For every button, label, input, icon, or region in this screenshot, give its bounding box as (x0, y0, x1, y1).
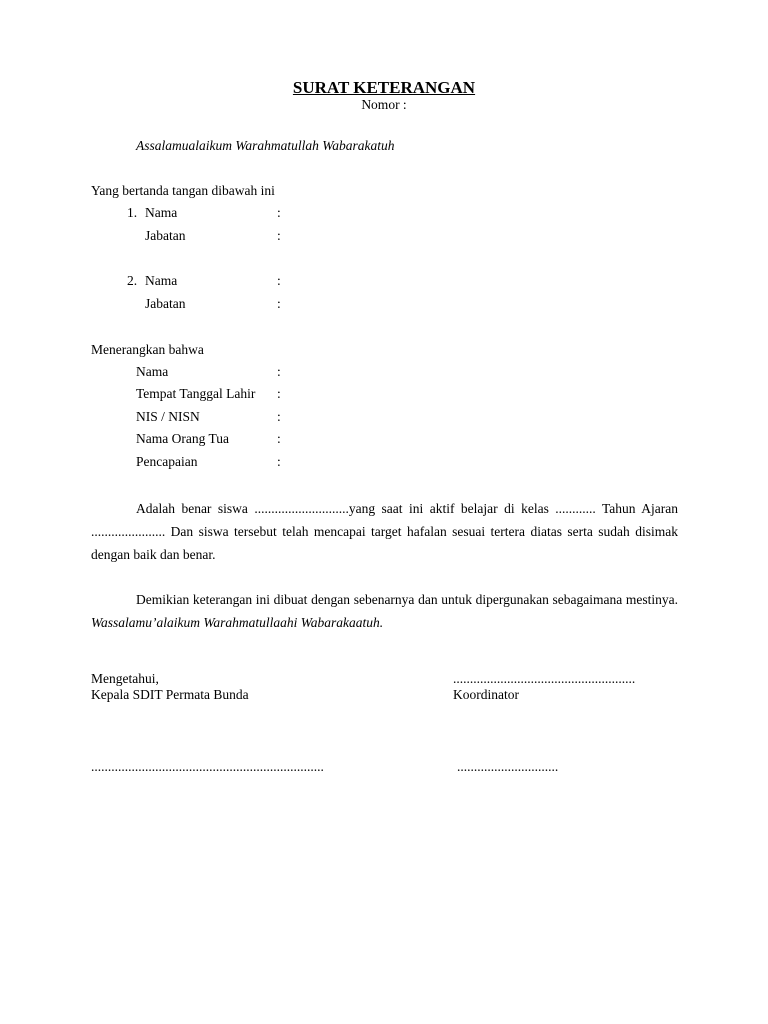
signatory-position-label: Jabatan (145, 228, 186, 243)
signatory-number: 2. (127, 273, 138, 288)
document-title: SURAT KETERANGAN (292, 78, 476, 97)
field-label: NIS / NISN (136, 409, 200, 424)
coordinator-dots: ...................................................... (453, 671, 636, 686)
colon: : (277, 296, 281, 311)
colon: : (277, 273, 281, 288)
body-paragraph-2 (91, 588, 678, 634)
signatory-number: 1. (127, 205, 138, 220)
signatory-name-label: Nama (145, 205, 178, 220)
field-label: Pencapaian (136, 454, 198, 469)
colon: : (277, 409, 281, 424)
body-paragraph-1-text: Adalah benar siswa ............................yang saat ini aktif belajar di kelas ............ Tahun Ajaran ...................... Dan siswa tersebut telah mencapai target hafalan sesuai tertera diatas serta sudah disimak dengan baik dan benar. (91, 501, 678, 562)
principal-title: Kepala SDIT Permata Bunda (91, 687, 249, 702)
coordinator-title: Koordinator (453, 687, 519, 702)
coordinator-signature-line: .............................. (457, 759, 559, 774)
colon: : (277, 454, 281, 469)
signatory-position-label: Jabatan (145, 296, 186, 311)
acknowledged-label: Mengetahui, (91, 671, 159, 686)
signatory-name-label: Nama (145, 273, 178, 288)
colon: : (277, 205, 281, 220)
colon: : (277, 431, 281, 446)
field-label: Nama (136, 364, 169, 379)
states-label: Menerangkan bahwa (91, 342, 204, 357)
principal-signature-line: ..................................................................... (91, 759, 324, 774)
field-label: Nama Orang Tua (136, 431, 229, 446)
body-paragraph-1 (91, 497, 678, 566)
document-number-label: Nomor : (361, 97, 407, 112)
field-label: Tempat Tanggal Lahir (136, 386, 256, 401)
greeting: Assalamualaikum Warahmatullah Wabarakatuh (136, 138, 395, 153)
colon: : (277, 364, 281, 379)
intro-text: Yang bertanda tangan dibawah ini (91, 183, 275, 198)
colon: : (277, 228, 281, 243)
body-paragraph-2-text: Demikian keterangan ini dibuat dengan sebenarnya dan untuk dipergunakan sebagaimana mestinya. (136, 592, 678, 607)
closing-greeting: Wassalamu’alaikum Warahmatullaahi Wabarakaatuh. (91, 615, 384, 630)
colon: : (277, 386, 281, 401)
